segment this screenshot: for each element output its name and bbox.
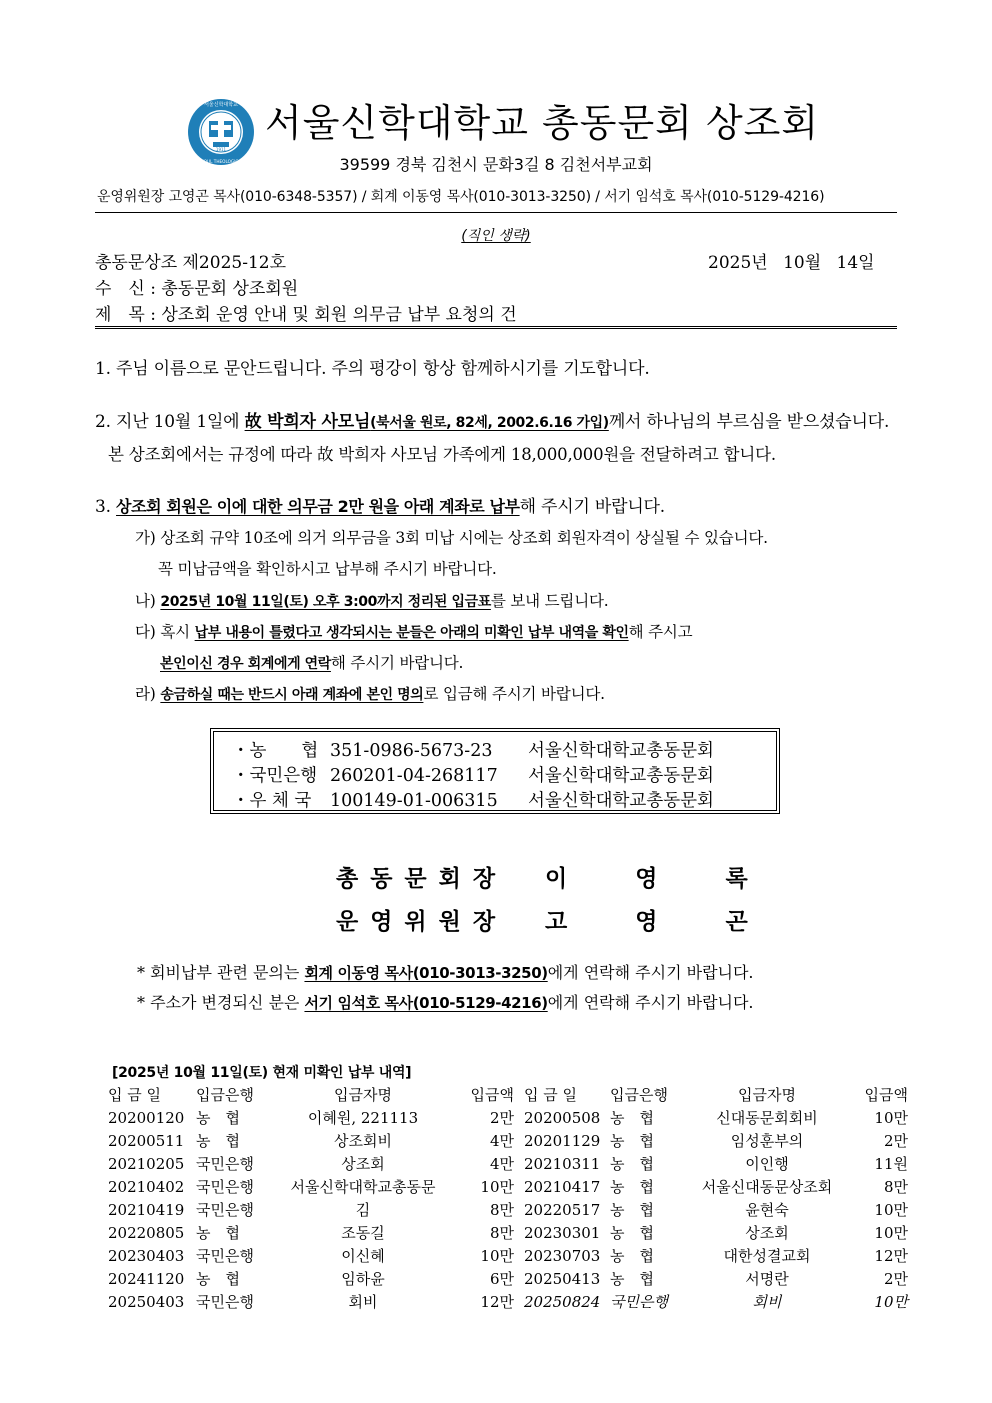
- payment-request: 상조회 회원은 이에 대한 의무금 2만 원을 아래 계좌로 납부: [116, 497, 520, 516]
- depositor-name: 김: [355, 1201, 371, 1219]
- deposit-date: 20210417: [524, 1177, 601, 1196]
- deposit-bank: 농 협: [610, 1224, 654, 1242]
- account-row: [232, 737, 714, 762]
- account-bank: ・국민은행: [232, 766, 318, 786]
- p2-text: 2. 지난 10월 1일에: [95, 412, 245, 432]
- signature-president-title: 총동문회장: [336, 865, 508, 892]
- deposit-amount: 2만: [489, 1109, 514, 1127]
- check-records-notice: 납부 내용이 틀렸다고 생각되시는 분들은 아래의 미확인 납부 내역을 확인: [194, 625, 629, 641]
- deposit-bank: 농 협: [610, 1270, 654, 1288]
- bank-accounts-box: [210, 728, 780, 814]
- paragraph-3: [95, 492, 665, 517]
- deposit-bank: 국민은행: [610, 1293, 668, 1311]
- deposit-date: 20210419: [108, 1200, 185, 1219]
- depositor-name: 서울신대동문상조회: [701, 1178, 833, 1196]
- treasurer-contact: 회계 이동영 목사(010-3013-3250): [304, 964, 548, 982]
- subject-line: 제 목 : 상조회 운영 안내 및 회원 의무금 납부 요청의 건: [95, 305, 517, 325]
- paragraph-2-line-2: 본 상조회에서는 규정에 따라 故 박희자 사모님 가족에게 18,000,000원을 전달하려고 합니다.: [108, 445, 776, 464]
- subject-divider: [95, 326, 897, 330]
- deposit-bank: 국민은행: [196, 1293, 254, 1311]
- signature-president-name: 이 영 록: [545, 865, 778, 892]
- deposit-amount: 10만: [874, 1293, 908, 1311]
- deposit-bank: 농 협: [196, 1109, 240, 1127]
- deposit-date: 20210205: [108, 1154, 185, 1173]
- org-address: 39599 경북 김천시 문화3길 8 김천서부교회: [339, 155, 653, 174]
- deposit-amount: 4만: [489, 1155, 514, 1173]
- deposit-date: 20230301: [524, 1223, 601, 1242]
- col-gap: [514, 1221, 524, 1244]
- table-row: [108, 1244, 908, 1267]
- na-text-end: 를 보내 드립니다.: [490, 592, 609, 610]
- na-label: 나): [135, 592, 161, 610]
- col-gap: [514, 1083, 524, 1106]
- col-header: 입금자명: [334, 1086, 392, 1104]
- table-row: [108, 1267, 908, 1290]
- deposit-bank: 농 협: [610, 1155, 654, 1173]
- deposit-amount: 8만: [883, 1178, 908, 1196]
- org-title: 서울신학대학교 총동문회 상조회: [265, 101, 820, 145]
- account-holder: 서울신학대학교총동문회: [528, 741, 714, 761]
- deposit-amount: 10만: [874, 1109, 908, 1127]
- depositor-name: 이신혜: [341, 1247, 385, 1265]
- depositor-name: 임하윤: [341, 1270, 385, 1288]
- document-date: 2025년 10월 14일: [708, 253, 875, 273]
- p3-number: 3.: [95, 497, 117, 517]
- account-number: 260201-04-268117: [330, 766, 498, 786]
- depositor-name: 이인행: [745, 1155, 789, 1173]
- deposit-date: 20230703: [524, 1246, 601, 1265]
- note-text: * 회비납부 관련 문의는: [137, 963, 305, 982]
- account-number: 351-0986-5673-23: [330, 741, 493, 761]
- col-gap: [514, 1198, 524, 1221]
- depositor-name: 회비: [752, 1293, 782, 1311]
- deposit-date: 20241120: [108, 1269, 185, 1288]
- cutoff-notice: 2025년 10월 11일(토) 오후 3:00까지 정리된 입금표: [160, 594, 491, 610]
- depositor-name: 상조회: [745, 1224, 789, 1242]
- table-row: [108, 1290, 908, 1313]
- deposit-date: 20210311: [524, 1154, 601, 1173]
- deposit-bank: 농 협: [196, 1224, 240, 1242]
- deposit-amount: 12만: [480, 1293, 514, 1311]
- depositor-name: 윤현숙: [745, 1201, 789, 1219]
- col-gap: [514, 1290, 524, 1313]
- document-number: 총동문상조 제2025-12호: [95, 253, 286, 273]
- signature-chair-name: 고 영 곤: [545, 908, 778, 935]
- deposit-date: 20210402: [108, 1177, 185, 1196]
- da-text-end: 해 주시고: [628, 623, 693, 641]
- col-gap: [514, 1129, 524, 1152]
- deposit-bank: 농 협: [610, 1178, 654, 1196]
- deposit-amount: 2만: [883, 1132, 908, 1150]
- col-header: 입금은행: [196, 1086, 254, 1104]
- deposit-date: 20250824: [524, 1292, 601, 1311]
- depositor-name: 상조회비: [334, 1132, 392, 1150]
- deposit-amount: 12만: [874, 1247, 908, 1265]
- p2-text-end: 께서 하나님의 부르심을 받으셨습니다.: [608, 412, 890, 432]
- deposit-bank: 국민은행: [196, 1178, 254, 1196]
- deposit-amount: 11원: [874, 1155, 908, 1173]
- table-row: [108, 1152, 908, 1175]
- deposit-bank: 농 협: [196, 1132, 240, 1150]
- depositor-name: 서명란: [745, 1270, 789, 1288]
- note-payment-inquiry: [137, 960, 754, 983]
- account-holder: 서울신학대학교총동문회: [528, 791, 714, 811]
- deposit-date: 20250413: [524, 1269, 601, 1288]
- own-name-notice: 송금하실 때는 반드시 아래 계좌에 본인 명의: [160, 687, 424, 703]
- depositor-name: 조동길: [341, 1224, 385, 1242]
- account-bank: ・농 협: [232, 741, 319, 761]
- deposit-date: 20230403: [108, 1246, 185, 1265]
- table-row: [108, 1221, 908, 1244]
- deposit-amount: 4만: [489, 1132, 514, 1150]
- table-header-row: [108, 1083, 908, 1106]
- header-divider: [95, 212, 897, 213]
- account-holder: 서울신학대학교총동문회: [528, 766, 714, 786]
- col-header: 입금액: [864, 1086, 908, 1104]
- deposit-amount: 10만: [874, 1201, 908, 1219]
- depositor-name: 임성훈부의: [730, 1132, 804, 1150]
- item-ga-line-2: 꼭 미납금액을 확인하시고 납부해 주시기 바랍니다.: [158, 560, 497, 578]
- col-header: 입 금 일: [108, 1086, 162, 1104]
- contact-line: 운영위원장 고영곤 목사(010-6348-5357) / 회계 이동영 목사(010-3013-3250) / 서기 임석호 목사(010-5129-4216): [97, 189, 825, 205]
- depositor-name: 이혜원, 221113: [307, 1109, 419, 1127]
- deposit-bank: 농 협: [196, 1270, 240, 1288]
- depositor-name: 상조회: [341, 1155, 385, 1173]
- table-row: [108, 1106, 908, 1129]
- deposit-date: 20201129: [524, 1131, 601, 1150]
- deposit-date: 20220805: [108, 1223, 185, 1242]
- svg-text:서울신학대학교: 서울신학대학교: [204, 102, 238, 108]
- col-gap: [514, 1175, 524, 1198]
- ra-label: 라): [135, 685, 161, 703]
- col-gap: [514, 1106, 524, 1129]
- col-header: 입금은행: [610, 1086, 668, 1104]
- table-row: [108, 1175, 908, 1198]
- da-label: 다) 혹시: [135, 623, 195, 641]
- table-row: [108, 1198, 908, 1221]
- paragraph-1: 1. 주님 이름으로 문안드립니다. 주의 평강이 항상 함께하시기를 기도합니다.: [95, 359, 650, 379]
- depositor-name: 대한성결교회: [723, 1247, 811, 1265]
- col-gap: [514, 1267, 524, 1290]
- col-gap: [514, 1152, 524, 1175]
- depositor-name: 서울신학대학교총동문: [290, 1178, 436, 1196]
- contact-treasurer-notice: 본인이신 경우 회계에게 연락: [160, 656, 331, 672]
- deposit-bank: 농 협: [610, 1247, 654, 1265]
- depositor-name: 신대동문회회비: [716, 1109, 818, 1127]
- deposit-bank: 농 협: [610, 1201, 654, 1219]
- item-na: [135, 589, 608, 611]
- table-row: [108, 1129, 908, 1152]
- deceased-details: (북서울 원로, 82세, 2002.6.16 가입): [370, 415, 609, 431]
- deposit-bank: 농 협: [610, 1132, 654, 1150]
- note-text-end: 에게 연락해 주시기 바랍니다.: [547, 993, 754, 1012]
- svg-text:1911: 1911: [215, 147, 227, 152]
- col-header: 입 금 일: [524, 1086, 578, 1104]
- seal-omitted-note: (직인 생략): [461, 228, 531, 244]
- depositor-name: 회비: [348, 1293, 378, 1311]
- unconfirmed-payments-table: [108, 1083, 908, 1313]
- deposit-date: 20250403: [108, 1292, 185, 1311]
- deposit-bank: 국민은행: [196, 1201, 254, 1219]
- deceased-name: 故 박희자 사모님: [244, 412, 371, 432]
- item-ga-line-1: 가) 상조회 규약 10조에 의거 의무금을 3회 미납 시에는 상조회 회원자격이 상실될 수 있습니다.: [135, 529, 768, 547]
- item-da-line-2: [160, 651, 463, 673]
- deposit-amount: 10만: [480, 1247, 514, 1265]
- deposit-bank: 국민은행: [196, 1155, 254, 1173]
- ra-text-end: 로 입금해 주시기 바랍니다.: [423, 685, 605, 703]
- deposit-bank: 국민은행: [196, 1247, 254, 1265]
- col-gap: [514, 1244, 524, 1267]
- col-header: 입금액: [470, 1086, 514, 1104]
- svg-text:SEOUL THEOLOGICAL: SEOUL THEOLOGICAL: [198, 159, 244, 164]
- p3-text-end: 해 주시기 바랍니다.: [519, 497, 665, 517]
- account-row: [232, 762, 714, 787]
- deposit-amount: 2만: [883, 1270, 908, 1288]
- note-text-end: 에게 연락해 주시기 바랍니다.: [547, 963, 754, 982]
- item-da-line-1: [135, 620, 692, 642]
- unconfirmed-payments-title: [2025년 10월 11일(토) 현재 미확인 납부 내역]: [112, 1065, 412, 1081]
- da2-text-end: 해 주시기 바랍니다.: [330, 654, 464, 672]
- deposit-date: 20200511: [108, 1131, 185, 1150]
- col-header: 입금자명: [738, 1086, 796, 1104]
- deposit-amount: 10만: [480, 1178, 514, 1196]
- account-bank: ・우 체 국: [232, 791, 312, 811]
- item-ra: [135, 682, 605, 704]
- deposit-amount: 6만: [489, 1270, 514, 1288]
- secretary-contact: 서기 임석호 목사(010-5129-4216): [304, 994, 548, 1012]
- deposit-date: 20200120: [108, 1108, 185, 1127]
- bank-accounts-inner: [213, 731, 777, 811]
- paragraph-2: [95, 407, 889, 432]
- deposit-amount: 8만: [489, 1201, 514, 1219]
- deposit-amount: 10만: [874, 1224, 908, 1242]
- recipient-line: 수 신 : 총동문회 상조회원: [95, 279, 299, 299]
- account-number: 100149-01-006315: [330, 791, 498, 811]
- deposit-amount: 8만: [489, 1224, 514, 1242]
- account-row: [232, 787, 714, 812]
- deposit-date: 20220517: [524, 1200, 601, 1219]
- deposit-date: 20200508: [524, 1108, 601, 1127]
- note-address-change: [137, 990, 754, 1013]
- deposit-bank: 농 협: [610, 1109, 654, 1127]
- note-text: * 주소가 변경되신 분은: [137, 993, 305, 1012]
- signature-chair-title: 운영위원장: [336, 908, 508, 935]
